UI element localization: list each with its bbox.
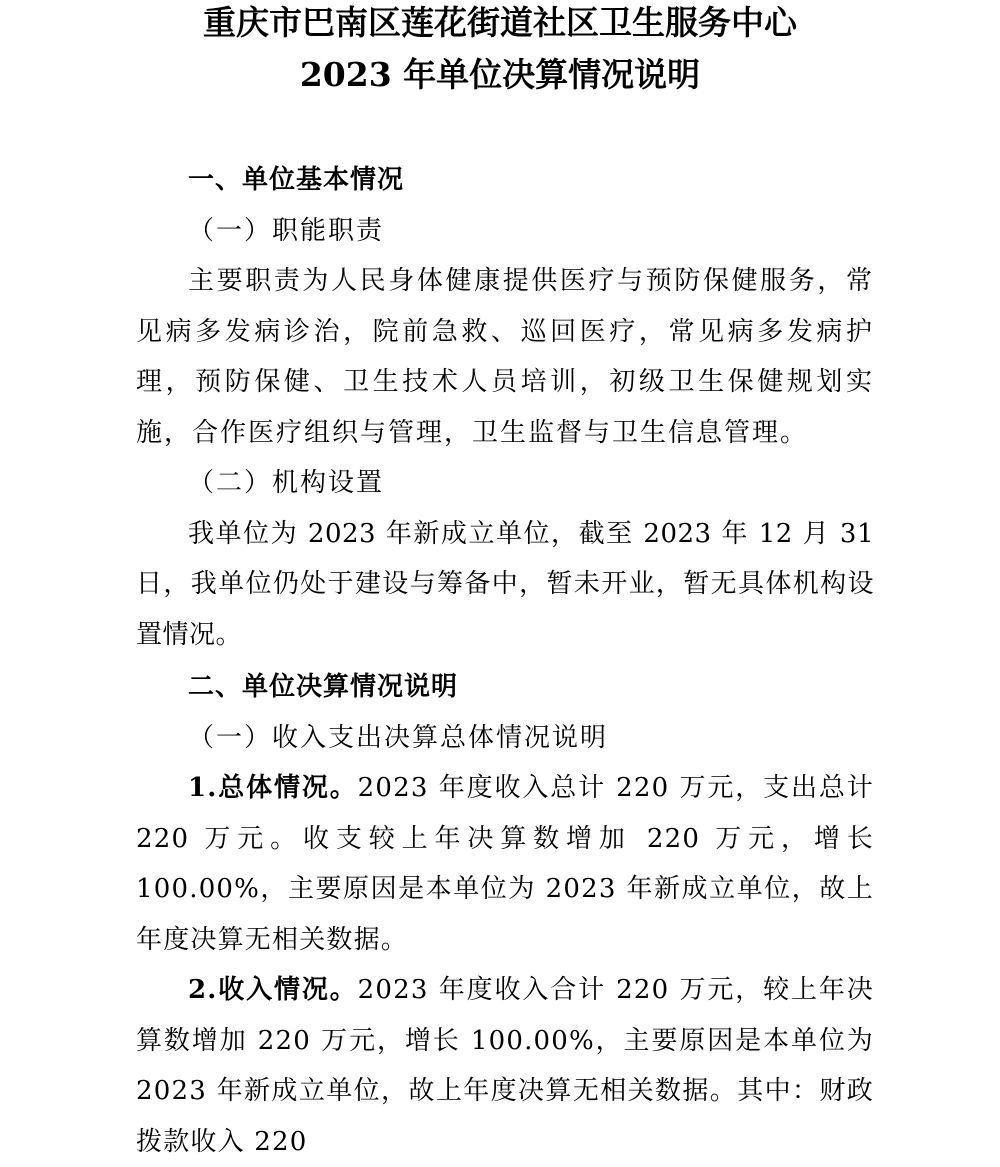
subheading-income-expense-overview: （一）收入支出决算总体情况说明 [188, 722, 609, 753]
document-body [136, 155, 874, 1167]
paragraph-functions: 主要职责为人民身体健康提供医疗与预防保健服务，常见病多发病诊治，院前急救、巡回医疗，常见病多发病护理，预防保健、卫生技术人员培训，初级卫生保健规划实施，合作医疗组织与管理，卫生监督与卫生信息管理。 [136, 266, 874, 448]
subheading-organization: （二）机构设置 [188, 468, 385, 498]
paragraph-overall-lead: 1.总体情况。 [188, 773, 358, 803]
document-title-line2: 2023 年单位决算情况说明 [299, 55, 701, 94]
paragraph-income-body: 2023 年度收入合计 220 万元，较上年决算数增加 220 万元，增长 100.00%，主要原因是本单位为 2023 年新成立单位，故上年度决算无相关数据。其中：财政拨款收入 220 [136, 975, 874, 1157]
document-title-line1: 重庆市巴南区莲花街道社区卫生服务中心 [203, 3, 797, 42]
paragraph-income-lead: 2.收入情况。 [188, 975, 358, 1005]
section-heading-basic-info: 一、单位基本情况 [188, 165, 405, 195]
paragraph-organization: 我单位为 2023 年新成立单位，截至 2023 年 12 月 31 日，我单位仍处于建设与筹备中，暂未开业，暂无具体机构设置情况。 [136, 518, 874, 650]
paragraph-overall-body: 2023 年度收入总计 220 万元，支出总计 220 万元。收支较上年决算数增加 220 万元，增长 100.00%，主要原因是本单位为 2023 年新成立单位，故上年度决算无相关数据。 [136, 773, 874, 955]
paragraph-overall [136, 763, 874, 965]
subheading-functions: （一）职能职责 [188, 215, 385, 246]
paragraph-income [136, 965, 874, 1167]
section-heading-final-accounts: 二、单位决算情况说明 [188, 672, 459, 702]
